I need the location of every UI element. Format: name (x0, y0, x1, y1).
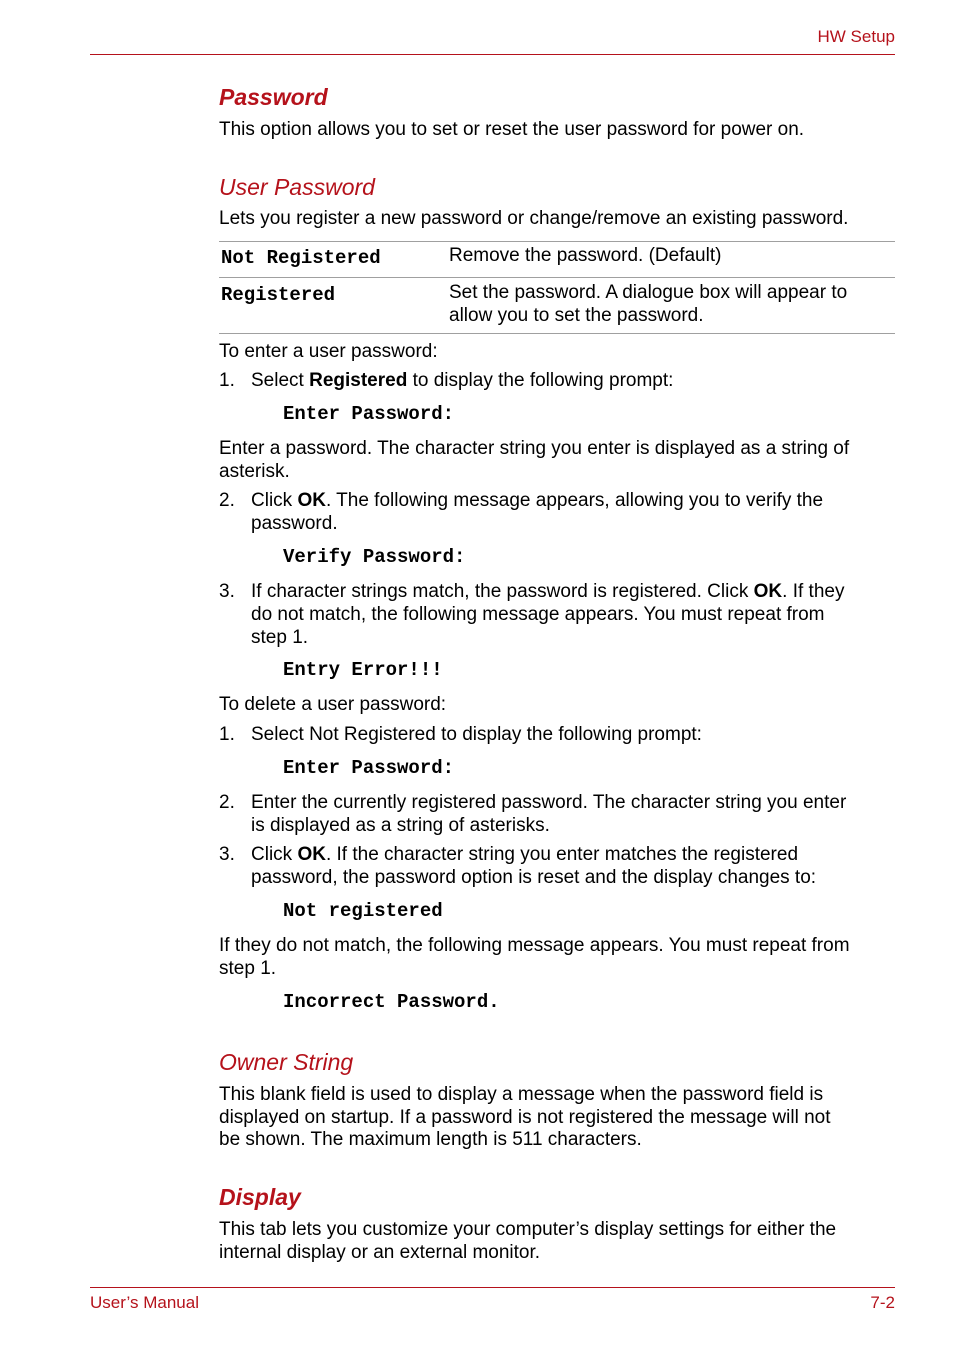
footer-manual-title: User’s Manual (90, 1293, 199, 1312)
step-number: 2. (219, 490, 235, 511)
step-text: Select Registered to display the following prompt: (251, 370, 674, 391)
display-line2: internal display or an external monitor. (219, 1242, 541, 1263)
delete-intro: To delete a user password: (219, 694, 447, 715)
table-key-registered: Registered (221, 284, 336, 306)
table-rule-middle (219, 277, 895, 278)
table-rule-bottom (219, 333, 895, 334)
owner-string-line1: This blank field is used to display a message when the password field is (219, 1084, 824, 1105)
step-text: Click OK. If the character string you enter matches the registered (251, 844, 799, 865)
subsection-title-owner-string: Owner String (219, 1049, 354, 1075)
prompt-not-registered: Not registered (283, 900, 443, 922)
table-rule-top (219, 241, 895, 242)
step-text: If character strings match, the password is registered. Click OK. If they (251, 581, 845, 602)
prompt-incorrect-password: Incorrect Password. (283, 991, 500, 1013)
table-value-registered-line1: Set the password. A dialogue box will appear to (449, 282, 848, 303)
enter-note-line1: Enter a password. The character string you enter is displayed as a string of (219, 438, 850, 459)
mismatch-line1: If they do not match, the following message appears. You must repeat from (219, 935, 850, 956)
step-number: 2. (219, 792, 235, 813)
password-intro: This option allows you to set or reset the user password for power on. (219, 119, 805, 140)
mismatch-line2: step 1. (219, 958, 277, 979)
step-number: 1. (219, 370, 235, 391)
prompt-enter-password-2: Enter Password: (283, 757, 455, 779)
owner-string-line3: be shown. The maximum length is 511 characters. (219, 1129, 642, 1150)
step-number: 1. (219, 724, 235, 745)
step-text: Select Not Registered to display the following prompt: (251, 724, 702, 745)
owner-string-line2: displayed on startup. If a password is not registered the message will not (219, 1107, 831, 1128)
running-header: HW Setup (817, 27, 895, 46)
table-key-not-registered: Not Registered (221, 247, 381, 269)
table-value-registered-line2: allow you to set the password. (449, 305, 704, 326)
prompt-entry-error: Entry Error!!! (283, 659, 443, 681)
subsection-title-user-password: User Password (219, 174, 375, 200)
table-value-not-registered: Remove the password. (Default) (449, 245, 722, 266)
step-text: Enter the currently registered password. The character string you enter (251, 792, 847, 813)
user-password-intro: Lets you register a new password or change/remove an existing password. (219, 208, 849, 229)
section-title-password: Password (219, 84, 328, 110)
section-title-display: Display (219, 1184, 301, 1210)
display-line1: This tab lets you customize your computer’s display settings for either the (219, 1219, 837, 1240)
step-number: 3. (219, 581, 235, 602)
prompt-enter-password: Enter Password: (283, 403, 455, 425)
enter-note-line2: asterisk. (219, 461, 290, 482)
enter-intro: To enter a user password: (219, 341, 438, 362)
footer-page-number: 7-2 (870, 1293, 895, 1312)
step-number: 3. (219, 844, 235, 865)
footer-rule (90, 1287, 895, 1288)
prompt-verify-password: Verify Password: (283, 546, 466, 568)
step-text: Click OK. The following message appears, allowing you to verify the (251, 490, 824, 511)
header-rule (90, 54, 895, 55)
